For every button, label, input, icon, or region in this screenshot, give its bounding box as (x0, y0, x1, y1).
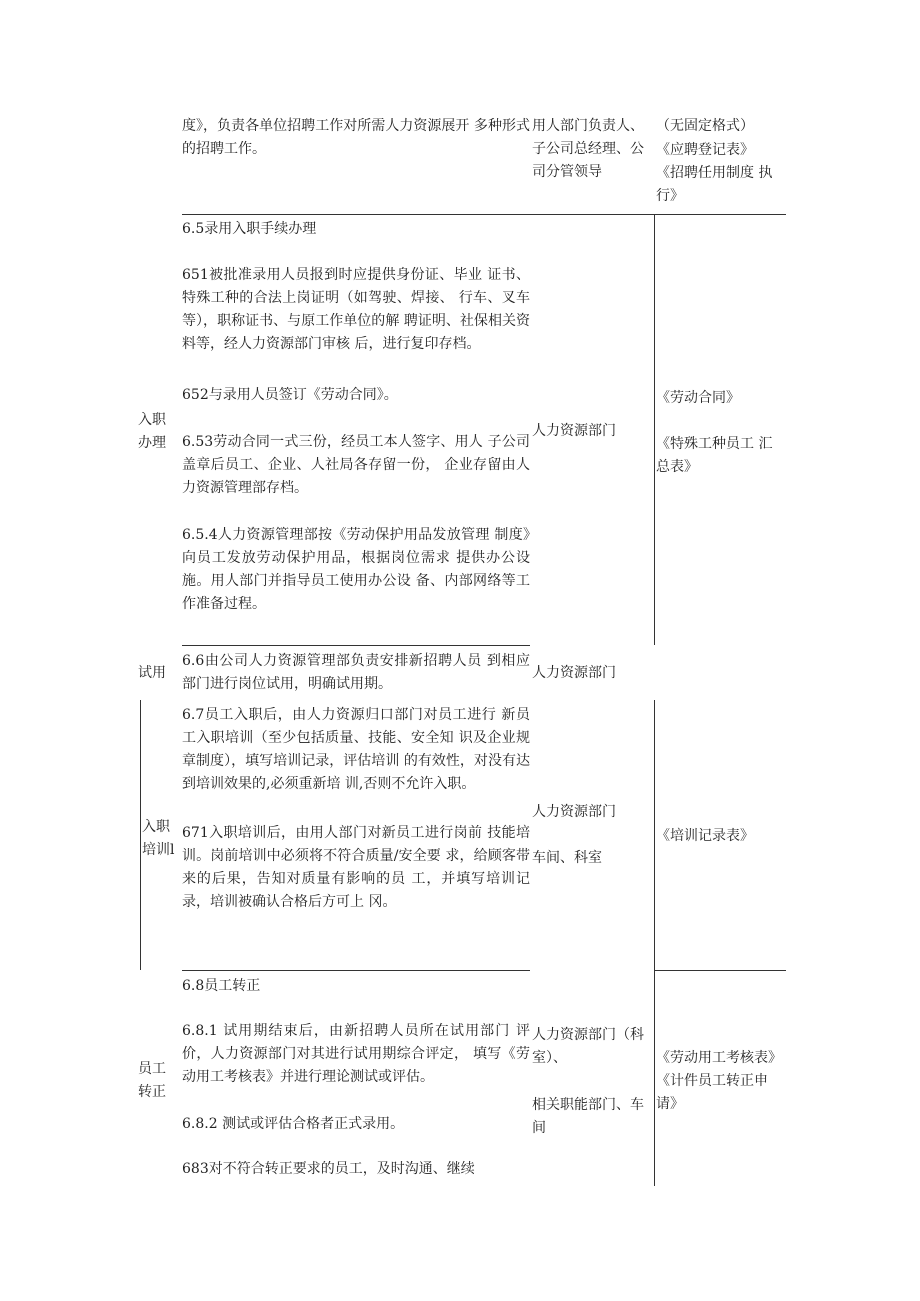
row-divider (654, 970, 786, 971)
onboarding-item-653: 6.53劳动合同一式三份，经员工本人签字、用人 子公司盖章后员工、企业、人社局各存留一份， 企业存留由人力资源管理部存档。 (182, 434, 530, 496)
regular-item-681: 6.8.1 试用期结束后，由新招聘人员所在试用部门 评价，人力资源部门对其进行试用期综合评定， 填写《劳动用工考核表》并进行理论测试或评估。 (182, 1023, 530, 1085)
regular-item-683: 683对不符合转正要求的员工，及时沟通、继续 (182, 1161, 475, 1177)
row-divider (182, 970, 530, 971)
top-row-record-1: （无固定格式） (656, 118, 754, 134)
training-item-671: 671入职培训后，由用人部门对新员工进行岗前 技能培训。岗前培训中必须将不符合质量/安全要 求，给顾客带来的后果，告知对质量有影响的员 工，并填写培训记录，培训被确认合格后方可上 冈。 (182, 825, 530, 910)
training-record: 《培训记录表》 (656, 828, 754, 844)
top-row-responsible: 用人部门负责人、子公司总经理、公司分管领导 (532, 118, 644, 180)
column-divider (654, 214, 655, 645)
top-row-record-2: 《应聘登记表》 (656, 142, 754, 158)
regular-responsible-hr: 人力资源部门（科室）、 (532, 1027, 644, 1066)
row-divider (182, 214, 786, 215)
training-responsible-workshop: 车间、科室 (532, 850, 602, 866)
column-divider (654, 970, 655, 1186)
regular-heading: 6.8员工转正 (182, 978, 261, 994)
onboarding-item-652: 652与录用人员签订《劳动合同》。 (182, 387, 398, 403)
onboarding-item-654: 6.5.4人力资源管理部按《劳动保护用品发放管理 制度》向员工发放劳动保护用品，根据岗位需求 提供办公设施。用人部门并指导员工使用办公设 备、内部网络等工作准备过程。 (182, 527, 530, 612)
trial-content: 6.6由公司人力资源管理部负责安排新招聘人员 到相应部门进行岗位试用，明确试用期。 (182, 653, 530, 692)
stage-regular: 员工转正 (138, 1061, 166, 1100)
onboarding-record-contract: 《劳动合同》 (656, 390, 740, 406)
stage-training: 入职培训l (142, 819, 175, 858)
stage-onboarding: 入职办理 (138, 412, 166, 451)
onboarding-record-special: 《特殊工种员工 汇总表》 (656, 436, 773, 475)
row-divider (182, 645, 530, 646)
onboarding-responsible: 人力资源部门 (532, 423, 616, 439)
stage-trial: 试用 (138, 665, 166, 681)
onboarding-item-651: 651被批准录用人员报到时应提供身份证、毕业 证书、特殊工种的合法上岗证明（如驾驶、焊接、 行车、叉车等），职称证书、与原工作单位的解 聘证明、社保相关资料等，经人力资源部门审核 后，进行复印存档。 (182, 267, 530, 352)
top-row-content: 度》，负责各单位招聘工作对所需人力资源展开 多种形式的招聘工作。 (182, 118, 530, 157)
top-row-record-3: 《招聘任用制度 执行》 (656, 165, 773, 204)
column-divider (140, 700, 141, 970)
regular-record: 《劳动用工考核表》《计件员工转正申请》 (656, 1050, 782, 1112)
training-item-67: 6.7员工入职后，由人力资源归口部门对员工进行 新员工入职培训（至少包括质量、技能、安全知 识及企业规章制度），填写培训记录，评估培训 的有效性，对没有达到培训效果的,必须重新培 训,否则不允许入职。 (182, 707, 530, 792)
onboarding-heading: 6.5录用入职手续办理 (182, 221, 317, 237)
regular-responsible-departments: 相关职能部门、车间 (532, 1097, 644, 1136)
trial-responsible: 人力资源部门 (532, 665, 616, 681)
regular-item-682: 6.8.2 测试或评估合格者正式录用。 (182, 1116, 405, 1132)
column-divider (654, 700, 655, 970)
training-responsible-hr: 人力资源部门 (532, 804, 616, 820)
